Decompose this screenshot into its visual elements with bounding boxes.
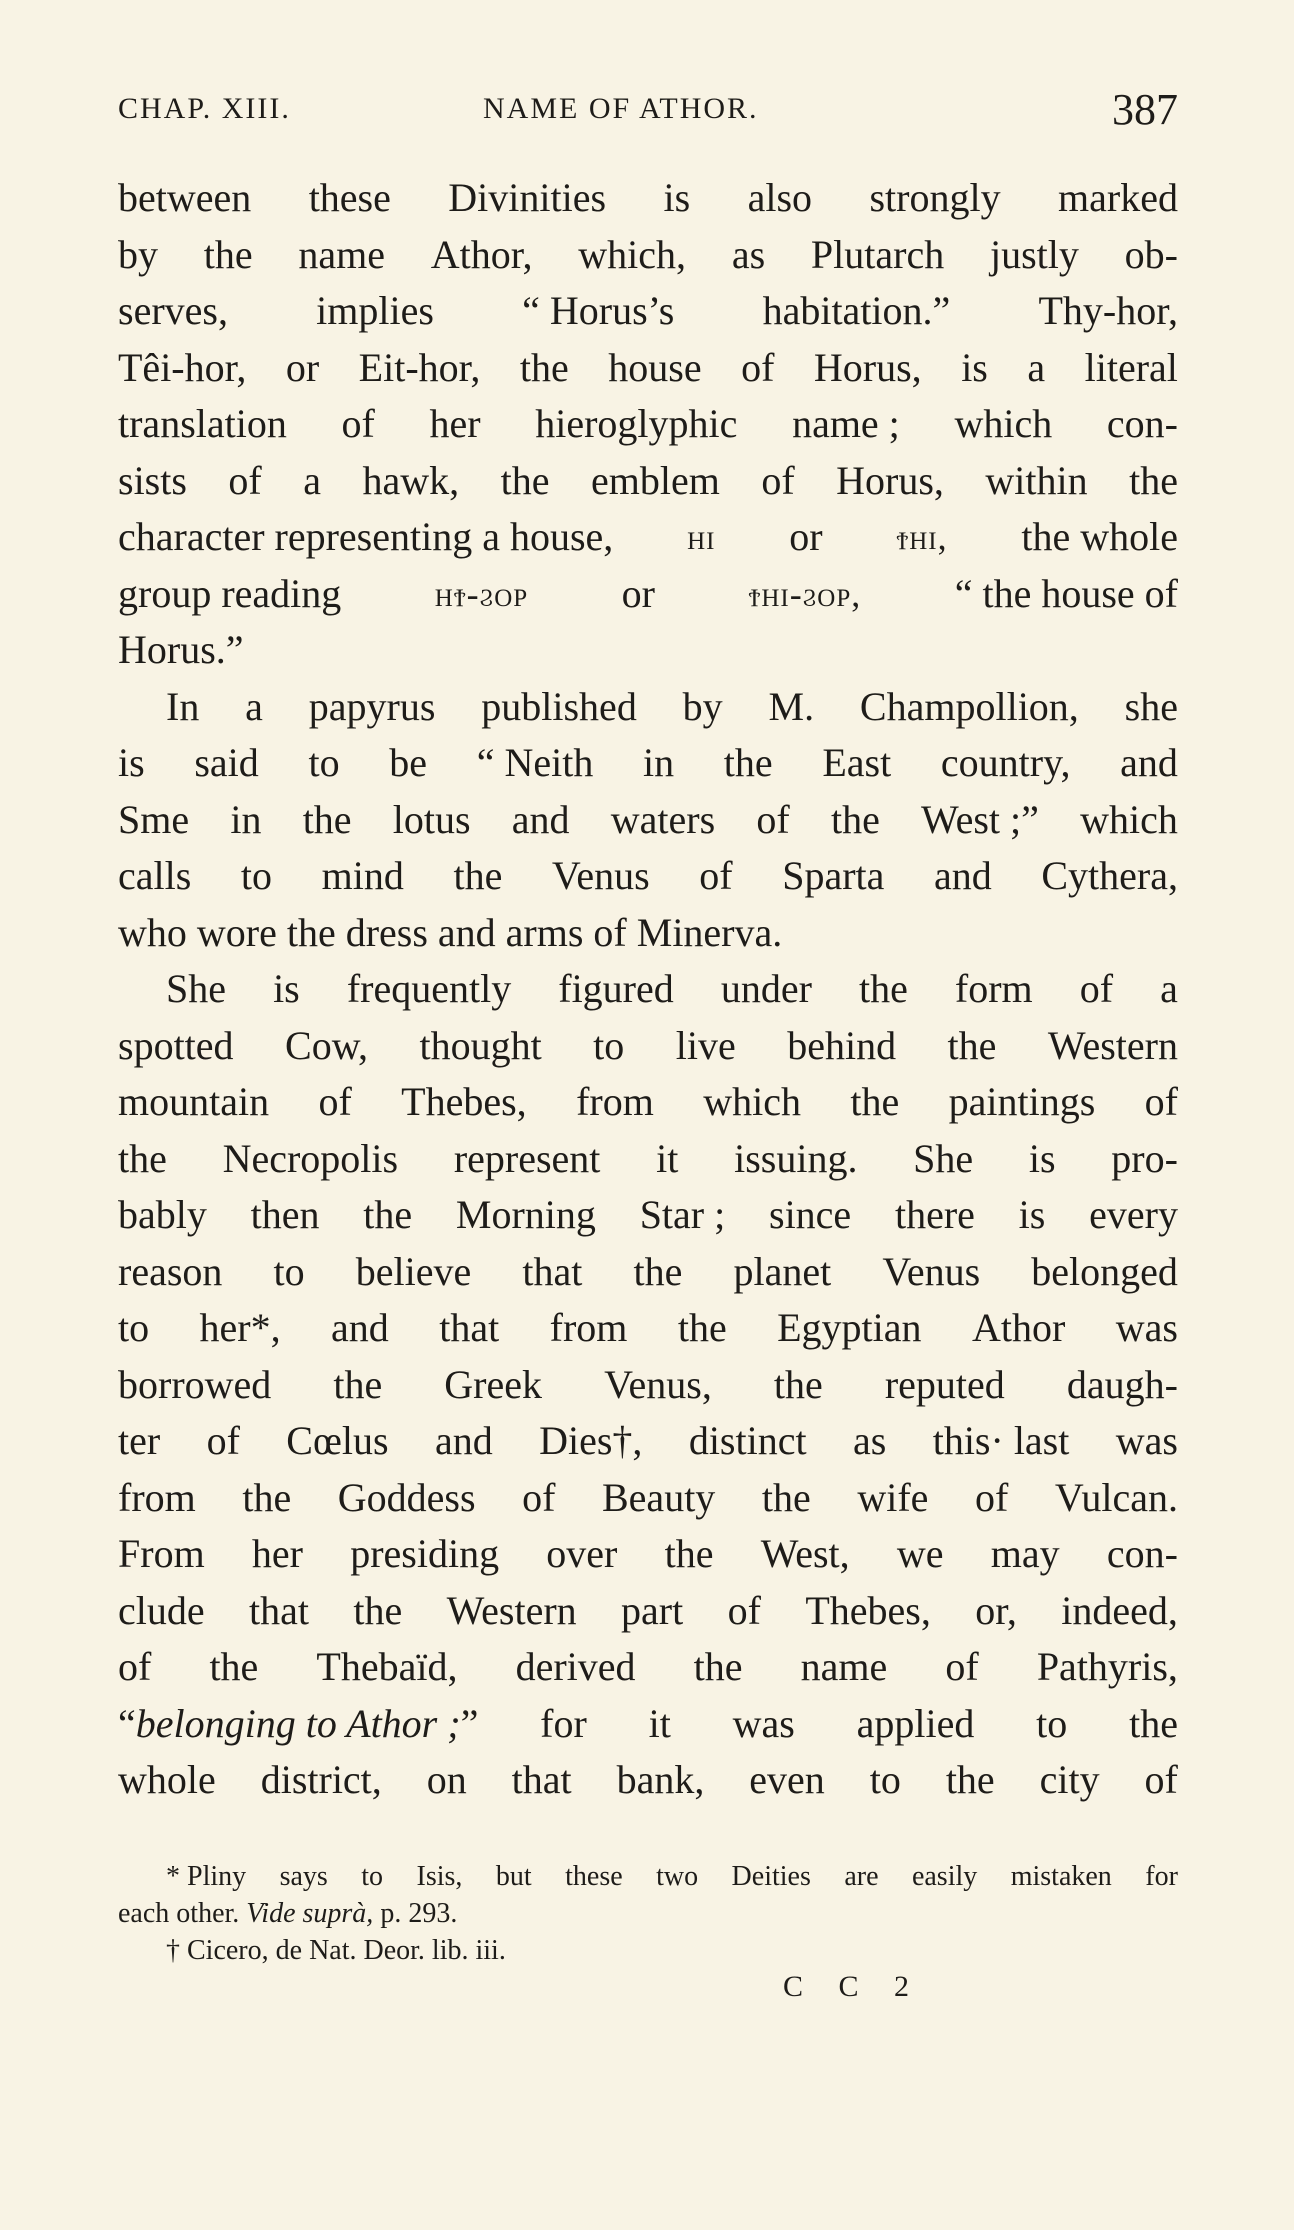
word: from: [549, 1305, 628, 1350]
word: bably: [118, 1192, 207, 1237]
word: be: [389, 740, 428, 785]
word: implies: [316, 288, 434, 333]
word: Western: [446, 1587, 577, 1633]
word: form: [954, 966, 1033, 1011]
italic-phrase: [118, 1696, 478, 1753]
word: is: [961, 344, 988, 390]
word: serves,: [118, 288, 228, 333]
word: as: [852, 1418, 887, 1463]
word: may: [990, 1531, 1060, 1576]
word: is: [1018, 1192, 1046, 1237]
text-line: [118, 1583, 1178, 1640]
close-quote: ”: [460, 1700, 479, 1746]
word: the: [302, 796, 352, 842]
coptic-word: ϯhi,: [896, 517, 948, 557]
word: presiding: [350, 1531, 500, 1576]
word: From: [118, 1531, 205, 1576]
text-line: [118, 1470, 1178, 1527]
word: spotted: [118, 1022, 234, 1068]
word: name: [298, 231, 386, 277]
word: Cow,: [285, 1022, 368, 1068]
word: by: [682, 683, 723, 729]
text-line: [118, 1696, 1178, 1753]
word: waters: [610, 796, 716, 842]
signature-mark: C C 2: [783, 1970, 924, 2003]
word: the: [723, 740, 773, 785]
italic-text: belonging to Athor ;: [135, 1700, 461, 1746]
word: West,: [760, 1531, 850, 1576]
word: Plutarch: [810, 231, 945, 277]
word: the: [664, 1531, 714, 1576]
word: distinct: [688, 1418, 807, 1463]
word: con-: [1106, 1531, 1178, 1576]
text-fragment: each other.: [118, 1898, 240, 1929]
text-line: [118, 1526, 1178, 1583]
word: Isis,: [416, 1861, 463, 1892]
word: borrowed: [118, 1361, 272, 1407]
word: the: [333, 1361, 383, 1407]
word: bank,: [616, 1757, 705, 1802]
word: of: [118, 1644, 152, 1689]
word: house: [608, 344, 702, 390]
word: to: [240, 853, 273, 898]
text-line: [118, 170, 1178, 227]
word: Star ;: [639, 1192, 726, 1237]
word: sists: [118, 457, 187, 503]
word: ter: [118, 1418, 161, 1463]
word: is: [273, 966, 300, 1011]
word: are: [844, 1861, 879, 1892]
word: Horus,: [813, 344, 922, 390]
word: “ Neith: [476, 740, 594, 785]
word: country,: [940, 740, 1071, 785]
word: justly: [989, 231, 1079, 277]
page-number: 387: [1112, 85, 1178, 134]
text-fragment: group reading: [118, 570, 342, 616]
word: frequently: [346, 966, 512, 1011]
text-fragment: or: [621, 570, 655, 616]
word: Venus: [551, 853, 650, 898]
word: of: [522, 1474, 556, 1520]
word: Cœlus: [286, 1418, 389, 1463]
word: is: [118, 740, 145, 785]
word: city: [1039, 1757, 1100, 1802]
word: whole: [118, 1757, 216, 1802]
word: she: [1124, 683, 1178, 729]
word: clude: [118, 1587, 205, 1633]
word: Venus: [882, 1248, 981, 1294]
word: Deities: [731, 1861, 811, 1892]
word: easily: [911, 1861, 978, 1892]
word: the: [947, 1022, 997, 1068]
word: the: [203, 231, 253, 277]
word: in: [643, 740, 675, 785]
word: to: [593, 1022, 625, 1068]
word: Greek: [444, 1361, 542, 1407]
word: Divinities: [448, 175, 607, 220]
word: thought: [419, 1022, 542, 1068]
word: of: [741, 344, 775, 390]
word: a: [1027, 344, 1046, 390]
word: mistaken: [1010, 1861, 1112, 1892]
word: believe: [355, 1248, 472, 1294]
word: part: [621, 1587, 684, 1633]
word: Necropolis: [222, 1135, 399, 1181]
word: Pathyris,: [1036, 1644, 1178, 1689]
word: She: [913, 1135, 974, 1181]
text-fragment: Horus.”: [118, 627, 244, 672]
word: on: [426, 1757, 467, 1802]
text-line: [118, 396, 1178, 453]
text-line: [118, 453, 1178, 510]
word: “ Horus’s: [522, 288, 675, 333]
word: represent: [453, 1135, 601, 1181]
coptic-word: hi: [687, 517, 716, 557]
word: the: [118, 1135, 167, 1181]
word: the: [945, 1757, 995, 1802]
word: Thebaïd,: [316, 1644, 458, 1689]
word: Têi-hor,: [118, 344, 247, 390]
word: said: [194, 740, 259, 785]
word: the: [693, 1644, 743, 1689]
word: literal: [1084, 344, 1178, 390]
word: to: [1036, 1700, 1068, 1746]
word: habitation.”: [762, 288, 951, 333]
paragraph-start: [118, 961, 1178, 1018]
word: planet: [733, 1248, 832, 1294]
word: which,: [578, 231, 687, 277]
word: marked: [1058, 175, 1178, 220]
word: the: [830, 796, 880, 842]
word: and: [1120, 740, 1178, 785]
text-line: [118, 1244, 1178, 1301]
word: translation: [118, 401, 287, 446]
word: of: [761, 457, 795, 503]
word: Sme: [118, 796, 190, 842]
word: is: [1028, 1135, 1056, 1181]
word: Beauty: [602, 1474, 716, 1520]
word: Champollion,: [859, 683, 1079, 729]
word: the: [519, 344, 569, 390]
text-line: [118, 1752, 1178, 1809]
word: Horus,: [836, 457, 944, 503]
word: the: [1129, 1700, 1178, 1746]
word: every: [1089, 1192, 1178, 1237]
paragraph-start: [118, 679, 1178, 736]
word: hieroglyphic: [535, 401, 738, 446]
word: there: [894, 1192, 975, 1237]
word: hawk,: [362, 457, 460, 503]
word: In: [166, 683, 200, 729]
text-fragment: character representing a house,: [118, 514, 614, 559]
word: by: [118, 231, 158, 277]
footnotes: [118, 1858, 1178, 1969]
word: Cythera,: [1041, 853, 1178, 898]
word: or,: [975, 1587, 1017, 1633]
word: the: [773, 1361, 823, 1407]
word: Thebes,: [401, 1079, 527, 1124]
word: which: [954, 401, 1053, 446]
word: She: [166, 966, 226, 1011]
text-line: [118, 566, 1178, 623]
body-text: [118, 170, 1178, 1809]
word: the: [677, 1305, 727, 1350]
word: mountain: [118, 1079, 270, 1124]
word: Vulcan.: [1054, 1474, 1178, 1520]
word: figured: [558, 966, 674, 1011]
word: of: [945, 1644, 979, 1689]
word: indeed,: [1061, 1587, 1178, 1633]
text-line: [118, 905, 1178, 962]
text-fragment: “ the house of: [954, 570, 1178, 616]
word: papyrus: [308, 683, 436, 729]
word: to: [118, 1305, 150, 1350]
word: from: [576, 1079, 654, 1124]
word: was: [1115, 1418, 1178, 1463]
text-fragment: or: [789, 514, 823, 559]
word: the: [242, 1474, 292, 1520]
word: calls: [118, 853, 192, 898]
word: Dies†,: [539, 1418, 643, 1463]
word: of: [699, 853, 733, 898]
word: Thebes,: [805, 1587, 931, 1633]
word: in: [230, 796, 262, 842]
word: her: [251, 1531, 303, 1576]
word: that: [511, 1757, 572, 1802]
word: says: [279, 1861, 328, 1892]
text-line: [118, 1074, 1178, 1131]
word: Egyptian: [777, 1305, 922, 1350]
word: which: [1080, 796, 1178, 842]
word: issuing.: [734, 1135, 858, 1181]
word: for: [1145, 1861, 1178, 1892]
word: the: [850, 1079, 900, 1124]
word: pro-: [1111, 1135, 1178, 1181]
word: it: [656, 1135, 679, 1181]
word: within: [985, 457, 1088, 503]
text-line: [118, 283, 1178, 340]
word: Venus,: [604, 1361, 712, 1407]
word: Thy-hor,: [1038, 288, 1178, 333]
word: applied: [856, 1700, 975, 1746]
word: we: [896, 1531, 944, 1576]
word: to: [308, 740, 340, 785]
word: that: [522, 1248, 583, 1294]
footnote-line: [118, 1858, 1178, 1895]
word: for: [540, 1700, 587, 1746]
word: a: [245, 683, 263, 729]
word: the: [353, 1587, 403, 1633]
word: Athor,: [430, 231, 533, 277]
word: lotus: [392, 796, 471, 842]
word: her*,: [199, 1305, 281, 1350]
word: the: [633, 1248, 683, 1294]
footnote-line: [118, 1895, 1178, 1932]
word: these: [565, 1861, 623, 1892]
word: emblem: [590, 457, 720, 503]
word: and: [331, 1305, 389, 1350]
word: district,: [260, 1757, 382, 1802]
word: reason: [118, 1248, 223, 1294]
running-head: [118, 84, 1178, 134]
chapter-label: CHAP. XIII.: [118, 92, 291, 125]
word: ob-: [1124, 231, 1178, 277]
word: of: [1079, 966, 1114, 1011]
word: paintings: [948, 1079, 1096, 1124]
word: and: [934, 853, 992, 898]
word: of: [318, 1079, 352, 1124]
word: her: [429, 401, 481, 446]
word: that: [439, 1305, 500, 1350]
word: of: [228, 457, 262, 503]
word: and: [511, 796, 570, 842]
word: the: [1129, 457, 1178, 503]
word: Morning: [455, 1192, 596, 1237]
word: mind: [321, 853, 404, 898]
word: belonged: [1031, 1248, 1178, 1294]
footnote-line: [118, 1932, 1178, 1969]
page-title: NAME OF ATHOR.: [483, 92, 759, 125]
word: of: [756, 796, 790, 842]
word: * Pliny: [166, 1861, 247, 1892]
text-line: [118, 622, 1178, 679]
word: derived: [515, 1644, 636, 1689]
word: but: [495, 1861, 532, 1892]
word: over: [546, 1531, 618, 1576]
word: to: [869, 1757, 901, 1802]
word: East: [822, 740, 892, 785]
text-line: [118, 227, 1178, 284]
word: to: [273, 1248, 305, 1294]
text-line: [118, 1413, 1178, 1470]
word: Goddess: [337, 1474, 476, 1520]
text-line: [118, 735, 1178, 792]
word: Sparta: [782, 853, 885, 898]
word: of: [727, 1587, 761, 1633]
word: live: [675, 1022, 736, 1068]
word: which: [703, 1079, 801, 1124]
word: from: [118, 1474, 196, 1520]
text-line: [118, 1639, 1178, 1696]
word: it: [648, 1700, 671, 1746]
word: behind: [787, 1022, 897, 1068]
text-line: [118, 792, 1178, 849]
coptic-word: ϯhi-ϩop,: [748, 573, 862, 614]
word: a: [1160, 966, 1178, 1011]
coptic-word: hϯ-ϩop: [434, 573, 529, 614]
word: and: [434, 1418, 493, 1463]
word: reputed: [884, 1361, 1005, 1407]
word: was: [732, 1700, 795, 1746]
word: of: [974, 1474, 1009, 1520]
word: even: [749, 1757, 825, 1802]
word: M.: [768, 683, 815, 729]
text-line: [118, 509, 1178, 566]
word: was: [1115, 1305, 1178, 1350]
word: is: [663, 175, 691, 220]
word: a: [303, 457, 321, 503]
text-line: [118, 848, 1178, 905]
word: Eit-hor,: [358, 344, 481, 390]
word: name: [800, 1644, 888, 1689]
word: between: [118, 175, 252, 220]
word: of: [1144, 1757, 1178, 1802]
word: West ;”: [921, 796, 1039, 842]
word: daugh-: [1066, 1361, 1178, 1407]
text-line: [118, 1018, 1178, 1075]
text-line: [118, 1187, 1178, 1244]
word: name ;: [792, 401, 900, 446]
word: strongly: [869, 175, 1001, 220]
word: wife: [857, 1474, 929, 1520]
word: of: [341, 401, 375, 446]
word: that: [249, 1587, 309, 1633]
word: published: [481, 683, 637, 729]
word: under: [720, 966, 812, 1011]
word: of: [206, 1418, 240, 1463]
word: also: [747, 175, 813, 220]
word: the: [453, 853, 503, 898]
text-fragment: who wore the dress and arms of Minerva.: [118, 909, 783, 955]
word: or: [285, 344, 320, 390]
open-quote: “: [118, 1700, 136, 1746]
italic-text: Vide suprà,: [246, 1898, 374, 1929]
word: the: [363, 1192, 413, 1237]
word: two: [656, 1861, 699, 1892]
text-fragment: the whole: [1021, 514, 1178, 559]
text-line: [118, 340, 1178, 397]
word: as: [731, 231, 766, 277]
word: since: [769, 1192, 852, 1237]
text-fragment: † Cicero, de Nat. Deor. lib. iii.: [166, 1935, 506, 1966]
word: the: [500, 457, 550, 503]
text-line: [118, 1131, 1178, 1188]
word: con-: [1106, 401, 1178, 446]
word: Western: [1047, 1022, 1178, 1068]
text-line: [118, 1357, 1178, 1414]
word: this· last: [932, 1418, 1070, 1463]
word: the: [858, 966, 908, 1011]
word: of: [1144, 1079, 1178, 1124]
word: the: [761, 1474, 811, 1520]
word: these: [308, 175, 391, 220]
word: Athor: [971, 1305, 1066, 1350]
word: then: [250, 1192, 320, 1237]
text-fragment: p. 293.: [380, 1898, 458, 1929]
text-line: [118, 1300, 1178, 1357]
word: to: [361, 1861, 384, 1892]
word: the: [209, 1644, 259, 1689]
